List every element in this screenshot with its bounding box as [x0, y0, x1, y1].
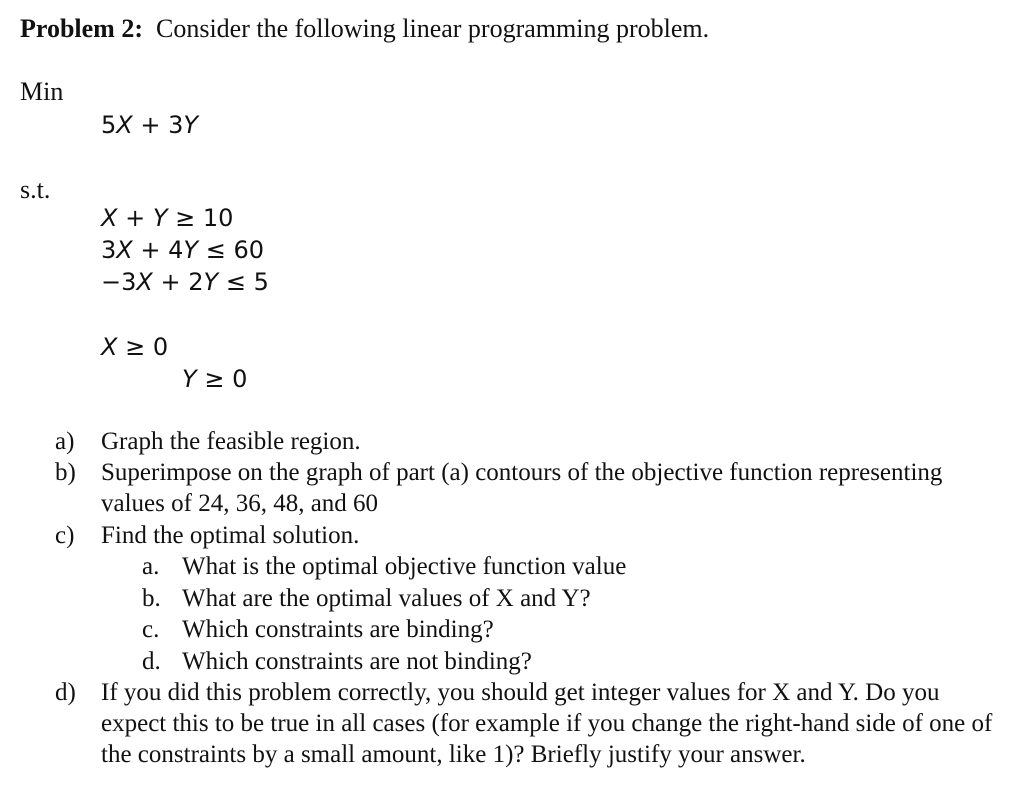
constraint-2-rhs: 60 [233, 236, 265, 264]
constraint-2-operator: + [140, 236, 161, 264]
question-c-sub-d-text: Which constraints are not binding? [182, 648, 532, 675]
subject-to-label: s.t. [20, 175, 51, 204]
nonnegativity-y-relation: ≥ [204, 365, 225, 393]
constraint-2-coef-x: 3 [101, 236, 117, 264]
question-c-sub-a-marker: a. [142, 553, 160, 580]
constraint-1-rhs: 10 [202, 204, 234, 232]
constraint-1-operator: + [125, 204, 146, 232]
question-c-sub-b-marker: b. [142, 585, 161, 612]
question-a-marker: a) [55, 428, 75, 455]
question-c-sub-b-text: What are the optimal values of X and Y? [182, 585, 591, 612]
constraint-2: 3X + 4Y ≤ 60 [101, 236, 265, 264]
question-a-text: Graph the feasible region. [101, 428, 361, 455]
question-d-text: If you did this problem correctly, you should get integer values for X and Y. Do you expect this to be true in all cases (for example if you change the right-hand side of one of the constraints by a small amount, like 1)? Briefly justify your answer. [101, 679, 993, 768]
question-c-marker: c) [55, 522, 75, 549]
min-label: Min [20, 77, 64, 106]
nonnegativity-x: X ≥ 0 [101, 333, 169, 361]
constraint-3-rhs: 5 [253, 268, 269, 296]
problem-intro: Consider the following linear programming problem. [156, 14, 710, 43]
nonnegativity-y-rhs: 0 [232, 365, 248, 393]
question-c-text: Find the optimal solution. [101, 522, 360, 549]
question-c-sub-d-marker: d. [142, 648, 161, 675]
question-c-sub-c-text: Which constraints are binding? [182, 616, 494, 643]
constraint-1-relation: ≥ [175, 204, 196, 232]
question-b-text: Superimpose on the graph of part (a) contours of the objective function representing values of 24, 36, 48, and 60 [101, 459, 943, 517]
nonnegativity-x-rhs: 0 [152, 333, 169, 361]
constraint-3-coef-y: 2 [188, 268, 204, 296]
constraint-2-coef-y: 4 [168, 236, 184, 264]
constraint-3-coef-x: −3 [101, 268, 137, 296]
question-c-sub-a-text: What is the optimal objective function value [182, 553, 627, 580]
question-d-marker: d) [55, 679, 76, 706]
constraint-3-operator: + [160, 268, 181, 296]
constraint-2-relation: ≤ [205, 236, 226, 264]
objective-coef-y: 3 [168, 111, 184, 139]
constraint-3: −3X + 2Y ≤ 5 [101, 268, 269, 296]
question-c-sub-c-marker: c. [142, 616, 160, 643]
objective-operator: + [140, 111, 161, 139]
problem-heading: Problem 2: [20, 14, 143, 43]
nonnegativity-x-relation: ≥ [125, 333, 146, 361]
problem-title [20, 14, 709, 44]
objective-coef-x: 5 [101, 111, 117, 139]
objective-function: 5X + 3Y [101, 111, 199, 139]
question-b-marker: b) [55, 459, 76, 486]
constraint-1: X + Y ≥ 10 [101, 204, 234, 232]
nonnegativity-y: Y ≥ 0 [182, 365, 248, 393]
constraint-3-relation: ≤ [225, 268, 246, 296]
